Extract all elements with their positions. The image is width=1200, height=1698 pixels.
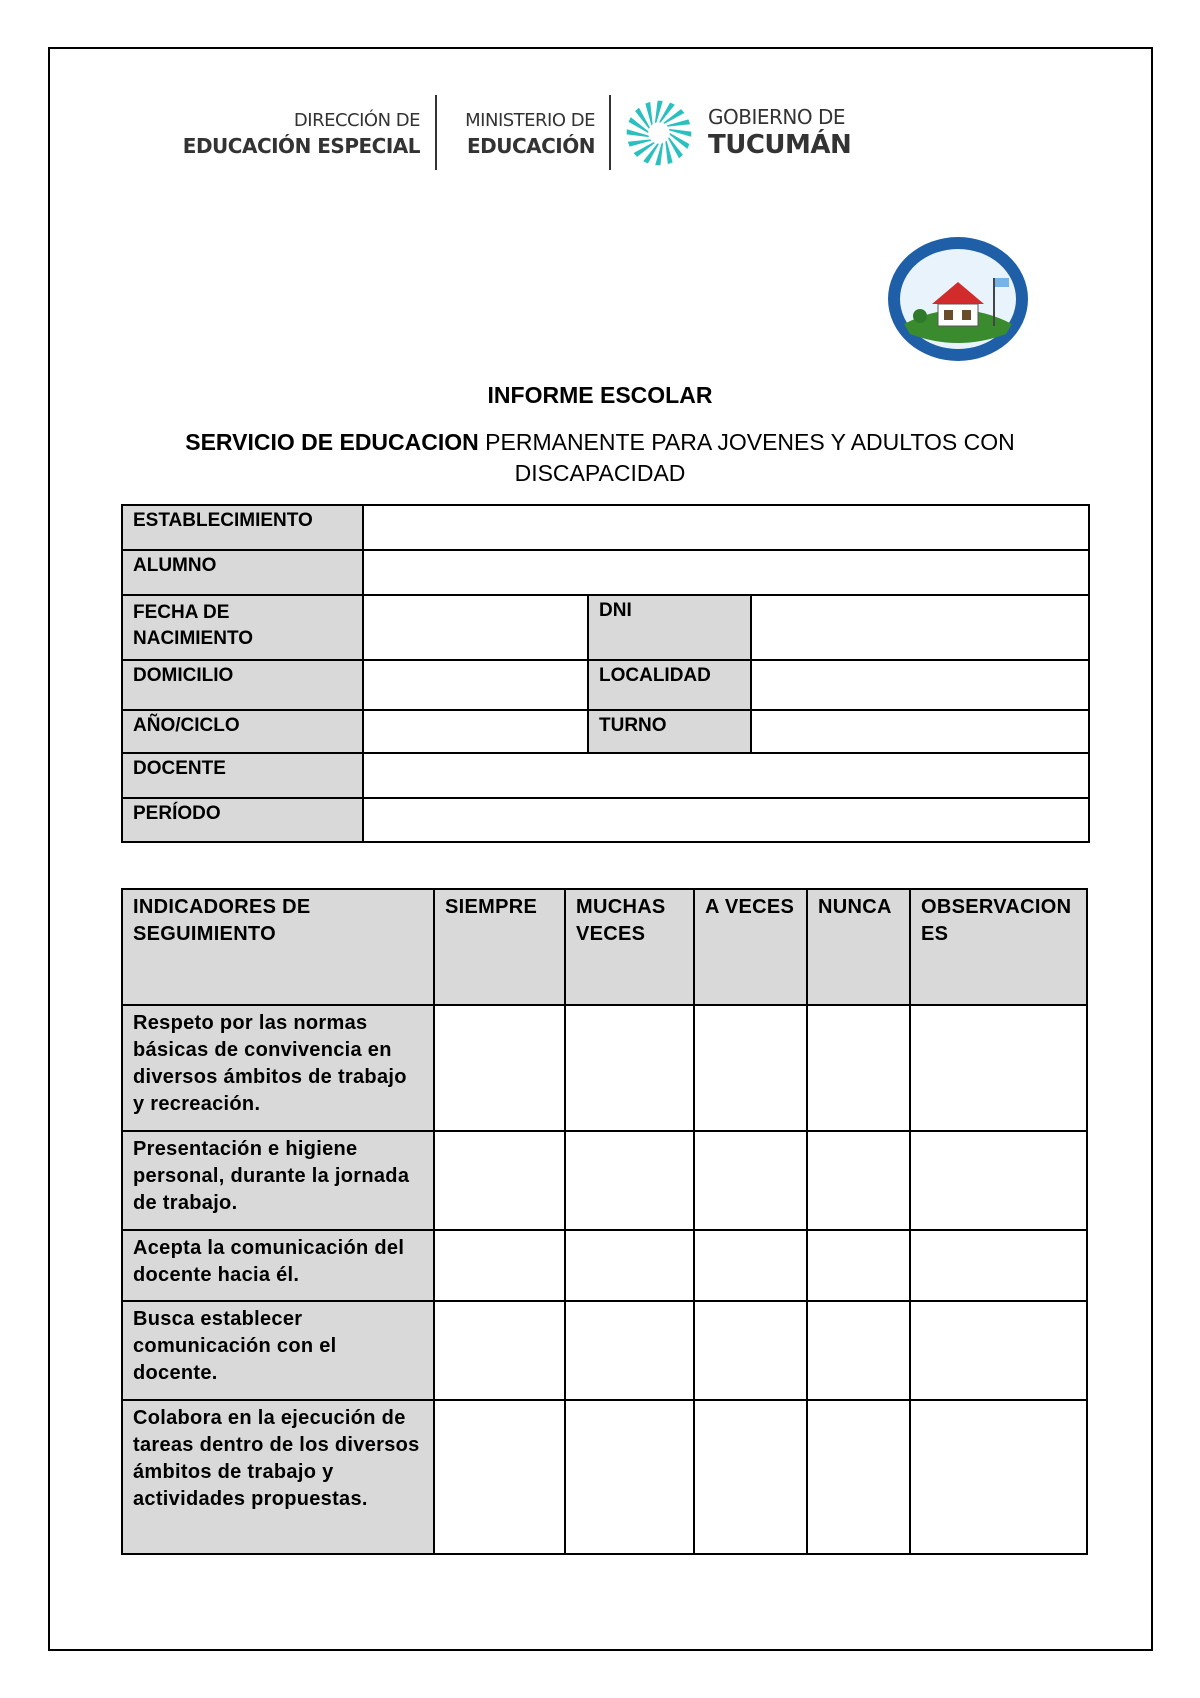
cell-observaciones[interactable] — [910, 1230, 1087, 1301]
cell-siempre[interactable] — [434, 1400, 565, 1554]
cell-muchas-veces[interactable] — [565, 1400, 694, 1554]
table-row — [122, 1301, 1087, 1400]
indicators-table — [121, 888, 1088, 1555]
field-alumno[interactable] — [363, 550, 1089, 595]
direccion-line1: DIRECCIÓN DE — [293, 110, 420, 131]
cell-siempre[interactable] — [434, 1005, 565, 1131]
logo-divider — [609, 95, 611, 170]
indicators-header-row — [122, 889, 1087, 1005]
field-anio-ciclo[interactable] — [363, 710, 588, 753]
table-row — [122, 1400, 1087, 1554]
label-periodo: PERÍODO — [122, 798, 363, 842]
indicator-label: Respeto por las normas básicas de convivencia en diversos ámbitos de trabajo y recreación. — [122, 1005, 434, 1131]
label-docente: DOCENTE — [122, 753, 363, 798]
field-fecha-nacimiento[interactable] — [363, 595, 588, 660]
cell-nunca[interactable] — [807, 1301, 910, 1400]
direccion-line2: EDUCACIÓN ESPECIAL — [182, 134, 420, 158]
cell-nunca[interactable] — [807, 1230, 910, 1301]
header-nunca: NUNCA — [807, 889, 910, 1005]
cell-observaciones[interactable] — [910, 1131, 1087, 1230]
cell-a-veces[interactable] — [694, 1005, 807, 1131]
field-localidad[interactable] — [751, 660, 1089, 710]
label-turno: TURNO — [588, 710, 751, 753]
school-seal-icon — [886, 234, 1030, 364]
subtitle-rest: PERMANENTE PARA JOVENES Y ADULTOS CON DISCAPACIDAD — [478, 429, 1015, 486]
gobierno-line1: GOBIERNO DE — [708, 105, 845, 129]
cell-muchas-veces[interactable] — [565, 1230, 694, 1301]
cell-a-veces[interactable] — [694, 1230, 807, 1301]
gobierno-logo — [708, 95, 888, 175]
cell-siempre[interactable] — [434, 1230, 565, 1301]
table-row — [122, 1131, 1087, 1230]
cell-nunca[interactable] — [807, 1400, 910, 1554]
cell-a-veces[interactable] — [694, 1301, 807, 1400]
header-observaciones: OBSERVACIONES — [910, 889, 1087, 1005]
label-anio-ciclo: AÑO/CICLO — [122, 710, 363, 753]
gobierno-line2: TUCUMÁN — [708, 130, 852, 160]
field-establecimiento[interactable] — [363, 505, 1089, 550]
header-logos — [160, 95, 880, 175]
cell-muchas-veces[interactable] — [565, 1005, 694, 1131]
cell-nunca[interactable] — [807, 1131, 910, 1230]
label-domicilio: DOMICILIO — [122, 660, 363, 710]
cell-siempre[interactable] — [434, 1301, 565, 1400]
tucuman-sun-icon — [623, 97, 695, 169]
table-row — [122, 1005, 1087, 1131]
header-muchas-veces: MUCHAS VECES — [565, 889, 694, 1005]
header-indicadores: INDICADORES DE SEGUIMIENTO — [122, 889, 434, 1005]
cell-siempre[interactable] — [434, 1131, 565, 1230]
logo-divider — [435, 95, 437, 170]
cell-a-veces[interactable] — [694, 1131, 807, 1230]
cell-observaciones[interactable] — [910, 1400, 1087, 1554]
field-docente[interactable] — [363, 753, 1089, 798]
field-dni[interactable] — [751, 595, 1089, 660]
header-a-veces: A VECES — [694, 889, 807, 1005]
label-localidad: LOCALIDAD — [588, 660, 751, 710]
cell-a-veces[interactable] — [694, 1400, 807, 1554]
indicator-label: Colabora en la ejecución de tareas dentro de los diversos ámbitos de trabajo y actividades propuestas. — [122, 1400, 434, 1554]
student-info-table — [121, 504, 1090, 843]
direccion-logo — [160, 95, 420, 175]
field-periodo[interactable] — [363, 798, 1089, 842]
indicator-label: Presentación e higiene personal, durante la jornada de trabajo. — [122, 1131, 434, 1230]
ministerio-line1: MINISTERIO DE — [465, 110, 595, 131]
document-title: INFORME ESCOLAR — [487, 382, 713, 408]
label-establecimiento: ESTABLECIMIENTO — [122, 505, 363, 550]
table-row — [122, 1230, 1087, 1301]
ministerio-line2: EDUCACIÓN — [466, 134, 595, 158]
label-dni: DNI — [588, 595, 751, 660]
subtitle-bold: SERVICIO DE EDUCACION — [185, 429, 479, 455]
indicator-label: Acepta la comunicación del docente hacia él. — [122, 1230, 434, 1301]
cell-muchas-veces[interactable] — [565, 1131, 694, 1230]
field-domicilio[interactable] — [363, 660, 588, 710]
cell-nunca[interactable] — [807, 1005, 910, 1131]
cell-muchas-veces[interactable] — [565, 1301, 694, 1400]
header-siempre: SIEMPRE — [434, 889, 565, 1005]
field-turno[interactable] — [751, 710, 1089, 753]
indicator-label: Busca establecer comunicación con el docente. — [122, 1301, 434, 1400]
ministerio-logo — [455, 95, 595, 175]
cell-observaciones[interactable] — [910, 1005, 1087, 1131]
cell-observaciones[interactable] — [910, 1301, 1087, 1400]
document-subtitle — [180, 427, 1020, 489]
label-fecha-nacimiento: FECHA DE NACIMIENTO — [122, 595, 363, 660]
label-alumno: ALUMNO — [122, 550, 363, 595]
